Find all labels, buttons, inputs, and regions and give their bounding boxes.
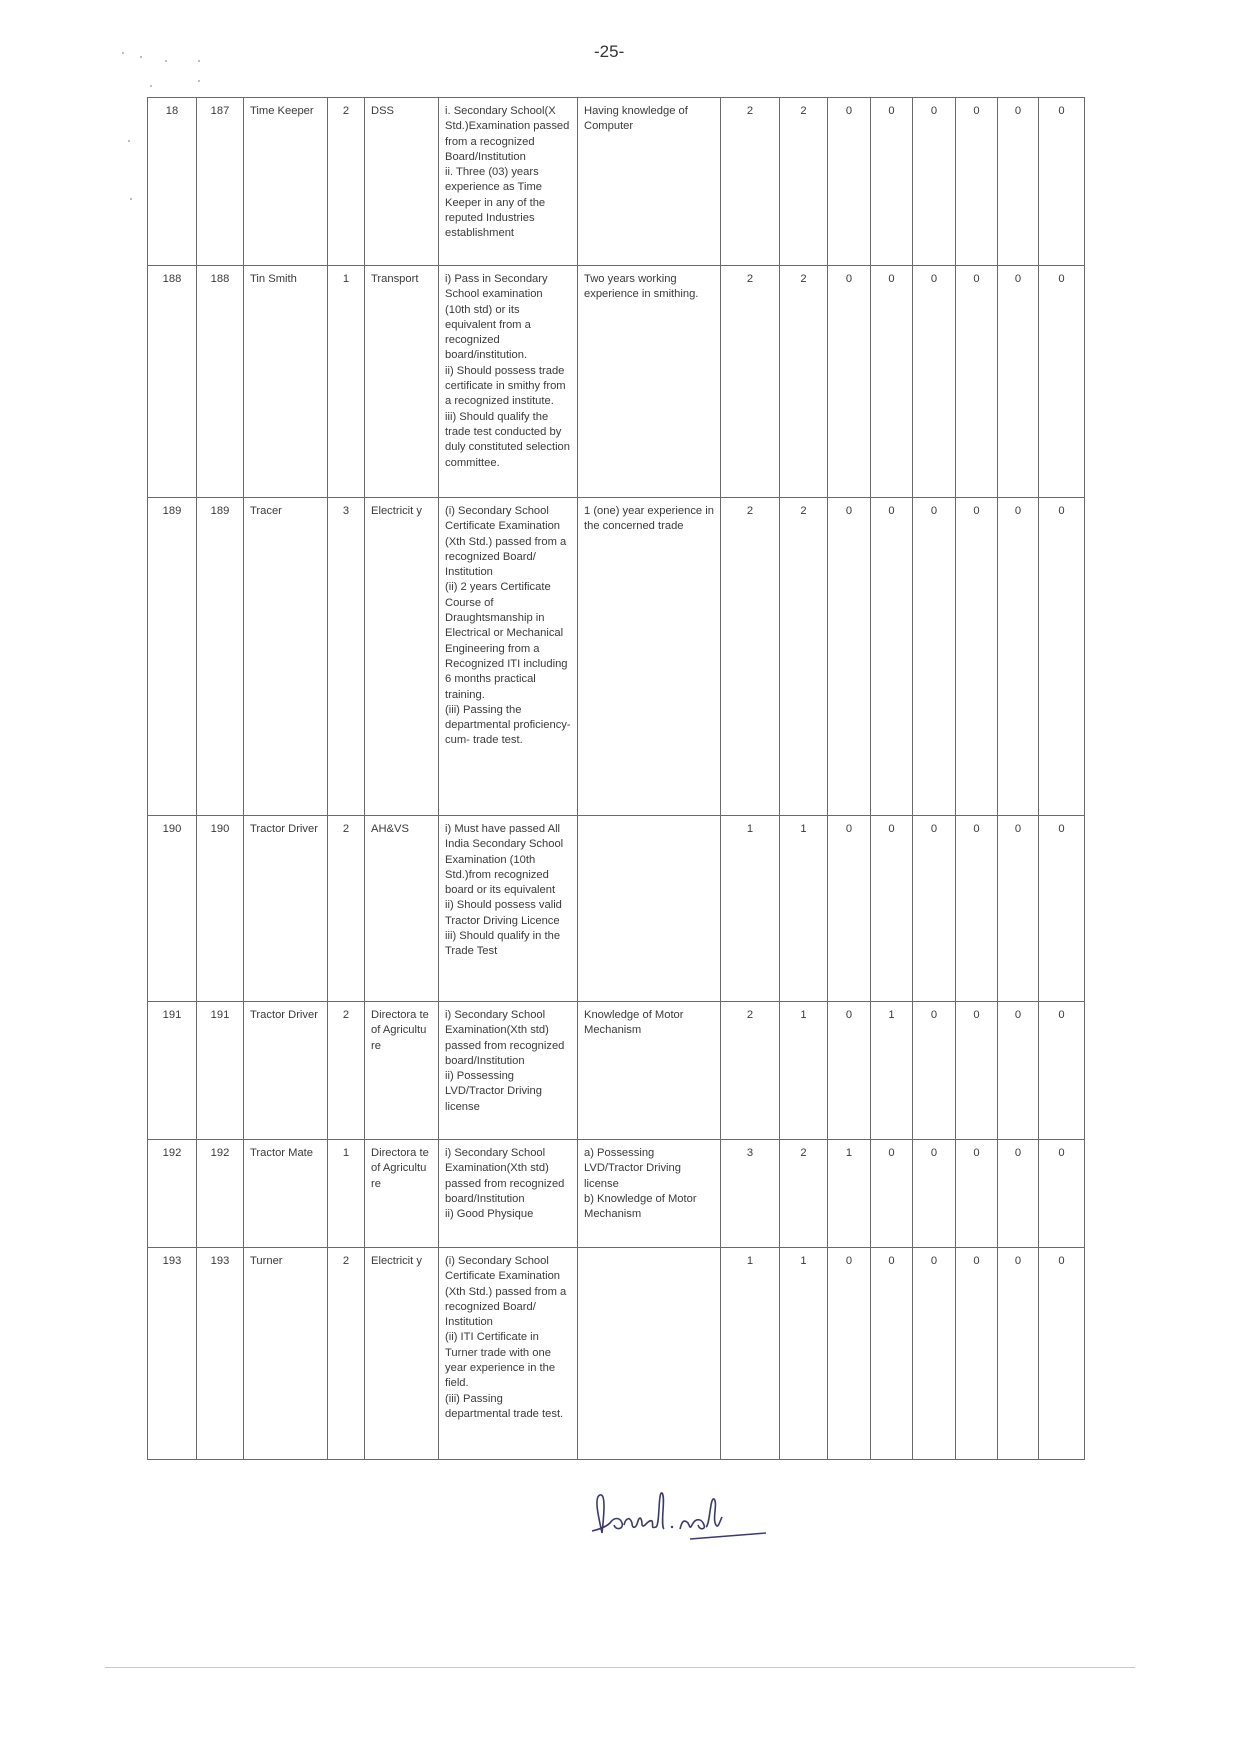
- count-cell-3: [828, 266, 871, 498]
- count-value: 0: [845, 823, 853, 835]
- sl-no: 192: [162, 1147, 182, 1159]
- department: Transport: [371, 273, 419, 285]
- department-cell: [365, 816, 439, 1002]
- sl-no-cell: [148, 266, 197, 498]
- count-cell-4: [871, 1248, 913, 1460]
- count-cell-3: [828, 98, 871, 266]
- count-value: 0: [845, 505, 853, 517]
- desirable-qualification-cell: [578, 816, 721, 1002]
- count-cell-5: [913, 498, 956, 816]
- count-cell-6: [956, 98, 998, 266]
- count-value: 1: [800, 1255, 807, 1267]
- count-value: 1: [746, 1255, 754, 1267]
- count-value: 0: [973, 105, 980, 117]
- sl-no: 190: [162, 823, 182, 835]
- count-cell-8: [1039, 498, 1085, 816]
- count-cell-8: [1039, 1140, 1085, 1248]
- desirable-qualification: Knowledge of Motor Mechanism: [584, 1009, 684, 1037]
- count-value: 0: [973, 823, 980, 835]
- count-value: 0: [1058, 1147, 1065, 1159]
- sl-no-cell: [148, 498, 197, 816]
- category: 2: [342, 105, 350, 117]
- scan-speck: [198, 80, 200, 82]
- scan-speck: [140, 56, 142, 58]
- sl-no: 191: [162, 1009, 182, 1021]
- essential-qualification-cell: [439, 1140, 578, 1248]
- count-cell-7: [998, 816, 1039, 1002]
- department-cell: [365, 266, 439, 498]
- count-value: 0: [930, 105, 938, 117]
- post-no-cell: [197, 498, 244, 816]
- count-cell-6: [956, 498, 998, 816]
- category: 2: [342, 1009, 350, 1021]
- count-value: 0: [1014, 1147, 1022, 1159]
- count-value: 0: [1058, 1255, 1065, 1267]
- count-cell-3: [828, 816, 871, 1002]
- count-value: 0: [930, 1255, 938, 1267]
- post-no: 193: [210, 1255, 230, 1267]
- post-no: 187: [210, 105, 230, 117]
- post-no: 191: [210, 1009, 230, 1021]
- desirable-qualification: Having knowledge of Computer: [584, 105, 688, 133]
- count-cell-6: [956, 1140, 998, 1248]
- count-cell-3: [828, 498, 871, 816]
- count-value: 2: [746, 273, 754, 285]
- count-cell-1: [721, 1248, 780, 1460]
- sl-no: 189: [162, 505, 182, 517]
- department-cell: [365, 1140, 439, 1248]
- count-cell-1: [721, 98, 780, 266]
- scan-speck: [150, 85, 152, 87]
- count-value: 0: [930, 1009, 938, 1021]
- post-name-cell: [244, 266, 328, 498]
- scan-speck: [122, 52, 124, 54]
- department: Directora te of Agricultu re: [371, 1009, 429, 1052]
- post-name-cell: [244, 1002, 328, 1140]
- count-value: 0: [1014, 505, 1022, 517]
- count-cell-7: [998, 266, 1039, 498]
- post-name: Time Keeper: [250, 105, 314, 117]
- department: Electricit y: [371, 505, 422, 517]
- count-value: 0: [930, 505, 938, 517]
- count-value: 1: [746, 823, 754, 835]
- post-no-cell: [197, 1002, 244, 1140]
- desirable-qualification-cell: [578, 1002, 721, 1140]
- desirable-qualification: 1 (one) year experience in the concerned trade: [584, 505, 714, 533]
- footer-rule: [105, 1667, 1135, 1668]
- count-cell-5: [913, 816, 956, 1002]
- post-no: 188: [210, 273, 230, 285]
- post-no: 190: [210, 823, 230, 835]
- count-value: 0: [973, 505, 980, 517]
- post-name: Tin Smith: [250, 273, 297, 285]
- desirable-qualification-cell: [578, 266, 721, 498]
- count-cell-7: [998, 1002, 1039, 1140]
- department: Electricit y: [371, 1255, 422, 1267]
- count-cell-6: [956, 266, 998, 498]
- count-value: 0: [888, 105, 895, 117]
- post-no: 189: [210, 505, 230, 517]
- category: 2: [342, 1255, 350, 1267]
- count-cell-5: [913, 1248, 956, 1460]
- count-cell-3: [828, 1140, 871, 1248]
- count-value: 0: [1058, 105, 1065, 117]
- count-cell-2: [780, 498, 828, 816]
- count-cell-6: [956, 1248, 998, 1460]
- count-cell-2: [780, 816, 828, 1002]
- count-value: 1: [888, 1009, 895, 1021]
- count-value: 0: [888, 1147, 895, 1159]
- table-row: [148, 266, 1085, 498]
- scan-speck: [128, 140, 130, 142]
- count-value: 0: [1014, 823, 1022, 835]
- count-cell-5: [913, 1140, 956, 1248]
- department: AH&VS: [371, 823, 409, 835]
- count-cell-6: [956, 1002, 998, 1140]
- signature: [580, 1485, 770, 1545]
- sl-no: 18: [165, 105, 179, 117]
- count-value: 0: [1014, 1009, 1022, 1021]
- essential-qualification: (i) Secondary School Certificate Examination (Xth Std.) passed from a recognized Board/ Institution (ii) 2 years Certificate Course of Draughtsmanship in Electrical or Mechanical Engineering from a Recognized ITI including 6 months practical training. (iii) Passing the departmental proficiency-cum- trade test.: [445, 505, 571, 747]
- table-row: [148, 1248, 1085, 1460]
- count-cell-7: [998, 1248, 1039, 1460]
- count-cell-5: [913, 1002, 956, 1140]
- sl-no-cell: [148, 98, 197, 266]
- post-name: Tractor Driver: [250, 823, 318, 835]
- count-value: 0: [845, 273, 853, 285]
- post-name-cell: [244, 1248, 328, 1460]
- category-cell: [328, 498, 365, 816]
- count-cell-1: [721, 1140, 780, 1248]
- count-value: 0: [973, 273, 980, 285]
- desirable-qualification: a) Possessing LVD/Tractor Driving license b) Knowledge of Motor Mechanism: [584, 1147, 697, 1221]
- count-value: 0: [930, 1147, 938, 1159]
- count-value: 0: [888, 823, 895, 835]
- post-name-cell: [244, 498, 328, 816]
- count-cell-8: [1039, 1002, 1085, 1140]
- category-cell: [328, 1140, 365, 1248]
- count-cell-8: [1039, 266, 1085, 498]
- count-value: 1: [845, 1147, 853, 1159]
- count-value: 1: [800, 823, 807, 835]
- scan-speck: [198, 60, 200, 62]
- scan-speck: [165, 60, 167, 62]
- essential-qualification: (i) Secondary School Certificate Examination (Xth Std.) passed from a recognized Board/ Institution (ii) ITI Certificate in Turner trade with one year experience in the field. (iii) Passing departmental trade test.: [445, 1255, 567, 1420]
- scan-speck: [130, 198, 132, 200]
- posts-table: [147, 97, 1085, 1460]
- count-value: 0: [1058, 1009, 1065, 1021]
- count-value: 0: [973, 1009, 980, 1021]
- category: 3: [342, 505, 350, 517]
- count-cell-4: [871, 266, 913, 498]
- count-cell-4: [871, 98, 913, 266]
- table-row: [148, 98, 1085, 266]
- count-cell-7: [998, 498, 1039, 816]
- category-cell: [328, 266, 365, 498]
- department: Directora te of Agricultu re: [371, 1147, 429, 1190]
- sl-no: 193: [162, 1255, 182, 1267]
- count-cell-8: [1039, 1248, 1085, 1460]
- count-cell-1: [721, 1002, 780, 1140]
- page-number: -25-: [594, 42, 625, 61]
- count-cell-4: [871, 816, 913, 1002]
- table-row: [148, 1002, 1085, 1140]
- department-cell: [365, 98, 439, 266]
- count-cell-2: [780, 266, 828, 498]
- table-row: [148, 1140, 1085, 1248]
- count-value: 2: [746, 1009, 754, 1021]
- count-value: 0: [888, 273, 895, 285]
- category-cell: [328, 816, 365, 1002]
- count-cell-5: [913, 266, 956, 498]
- department-cell: [365, 498, 439, 816]
- count-cell-2: [780, 98, 828, 266]
- post-name: Tractor Driver: [250, 1009, 318, 1021]
- count-value: 2: [746, 105, 754, 117]
- count-value: 0: [1058, 505, 1065, 517]
- post-name-cell: [244, 1140, 328, 1248]
- count-cell-1: [721, 498, 780, 816]
- table-row: [148, 498, 1085, 816]
- essential-qualification-cell: [439, 1002, 578, 1140]
- post-no: 192: [210, 1147, 230, 1159]
- count-cell-4: [871, 1002, 913, 1140]
- count-value: 0: [1014, 105, 1022, 117]
- count-cell-7: [998, 1140, 1039, 1248]
- category: 1: [342, 1147, 350, 1159]
- post-no-cell: [197, 1140, 244, 1248]
- count-cell-8: [1039, 98, 1085, 266]
- count-value: 0: [930, 823, 938, 835]
- count-cell-7: [998, 98, 1039, 266]
- post-no-cell: [197, 816, 244, 1002]
- count-cell-6: [956, 816, 998, 1002]
- count-value: 3: [746, 1147, 754, 1159]
- sl-no-cell: [148, 816, 197, 1002]
- count-cell-1: [721, 266, 780, 498]
- category-cell: [328, 98, 365, 266]
- department-cell: [365, 1002, 439, 1140]
- desirable-qualification-cell: [578, 98, 721, 266]
- essential-qualification: i. Secondary School(X Std.)Examination passed from a recognized Board/Institution ii. Three (03) years experience as Time Keeper in any of the reputed Industries establishment: [445, 105, 570, 240]
- count-cell-2: [780, 1002, 828, 1140]
- count-value: 0: [930, 273, 938, 285]
- category: 2: [342, 823, 350, 835]
- sl-no-cell: [148, 1140, 197, 1248]
- count-cell-2: [780, 1248, 828, 1460]
- count-value: 0: [973, 1255, 980, 1267]
- count-value: 0: [845, 1255, 853, 1267]
- category: 1: [342, 273, 350, 285]
- count-value: 0: [1058, 823, 1065, 835]
- count-cell-4: [871, 498, 913, 816]
- essential-qualification-cell: [439, 1248, 578, 1460]
- count-cell-3: [828, 1248, 871, 1460]
- post-no-cell: [197, 266, 244, 498]
- post-name-cell: [244, 98, 328, 266]
- essential-qualification-cell: [439, 816, 578, 1002]
- count-cell-5: [913, 98, 956, 266]
- sl-no-cell: [148, 1248, 197, 1460]
- count-value: 2: [746, 505, 754, 517]
- sl-no-cell: [148, 1002, 197, 1140]
- count-value: 2: [800, 105, 807, 117]
- essential-qualification-cell: [439, 498, 578, 816]
- department-cell: [365, 1248, 439, 1460]
- department: DSS: [371, 105, 395, 117]
- count-value: 0: [888, 1255, 895, 1267]
- count-value: 2: [800, 273, 807, 285]
- count-value: 0: [1014, 273, 1022, 285]
- count-value: 0: [1058, 273, 1065, 285]
- post-name-cell: [244, 816, 328, 1002]
- count-value: 2: [800, 1147, 807, 1159]
- category-cell: [328, 1248, 365, 1460]
- count-value: 2: [800, 505, 807, 517]
- count-cell-2: [780, 1140, 828, 1248]
- count-cell-1: [721, 816, 780, 1002]
- post-name: Turner: [250, 1255, 283, 1267]
- essential-qualification-cell: [439, 98, 578, 266]
- essential-qualification: i) Secondary School Examination(Xth std) passed from recognized board/Institution ii) Possessing LVD/Tractor Driving license: [445, 1009, 565, 1113]
- essential-qualification: i) Pass in Secondary School examination (10th std) or its equivalent from a recognized board/institution. ii) Should possess trade certificate in smithy from a recognized institute. iii) Should qualify the trade test conducted by duly constituted selection committee.: [445, 273, 571, 469]
- table-row: [148, 816, 1085, 1002]
- count-value: 0: [1014, 1255, 1022, 1267]
- count-cell-4: [871, 1140, 913, 1248]
- post-no-cell: [197, 98, 244, 266]
- count-value: 0: [845, 1009, 853, 1021]
- category-cell: [328, 1002, 365, 1140]
- count-value: 0: [845, 105, 853, 117]
- post-name: Tracer: [250, 505, 282, 517]
- sl-no: 188: [162, 273, 182, 285]
- count-value: 0: [973, 1147, 980, 1159]
- desirable-qualification: Two years working experience in smithing.: [584, 273, 699, 301]
- desirable-qualification-cell: [578, 1248, 721, 1460]
- desirable-qualification-cell: [578, 498, 721, 816]
- post-no-cell: [197, 1248, 244, 1460]
- desirable-qualification-cell: [578, 1140, 721, 1248]
- count-cell-8: [1039, 816, 1085, 1002]
- count-cell-3: [828, 1002, 871, 1140]
- essential-qualification: i) Secondary School Examination(Xth std) passed from recognized board/Institution ii) Good Physique: [445, 1147, 565, 1221]
- essential-qualification: i) Must have passed All India Secondary School Examination (10th Std.)from recognized board or its equivalent ii) Should possess valid Tractor Driving Licence iii) Should qualify in the Trade Test: [445, 823, 564, 958]
- count-value: 0: [888, 505, 895, 517]
- count-value: 1: [800, 1009, 807, 1021]
- post-name: Tractor Mate: [250, 1147, 313, 1159]
- essential-qualification-cell: [439, 266, 578, 498]
